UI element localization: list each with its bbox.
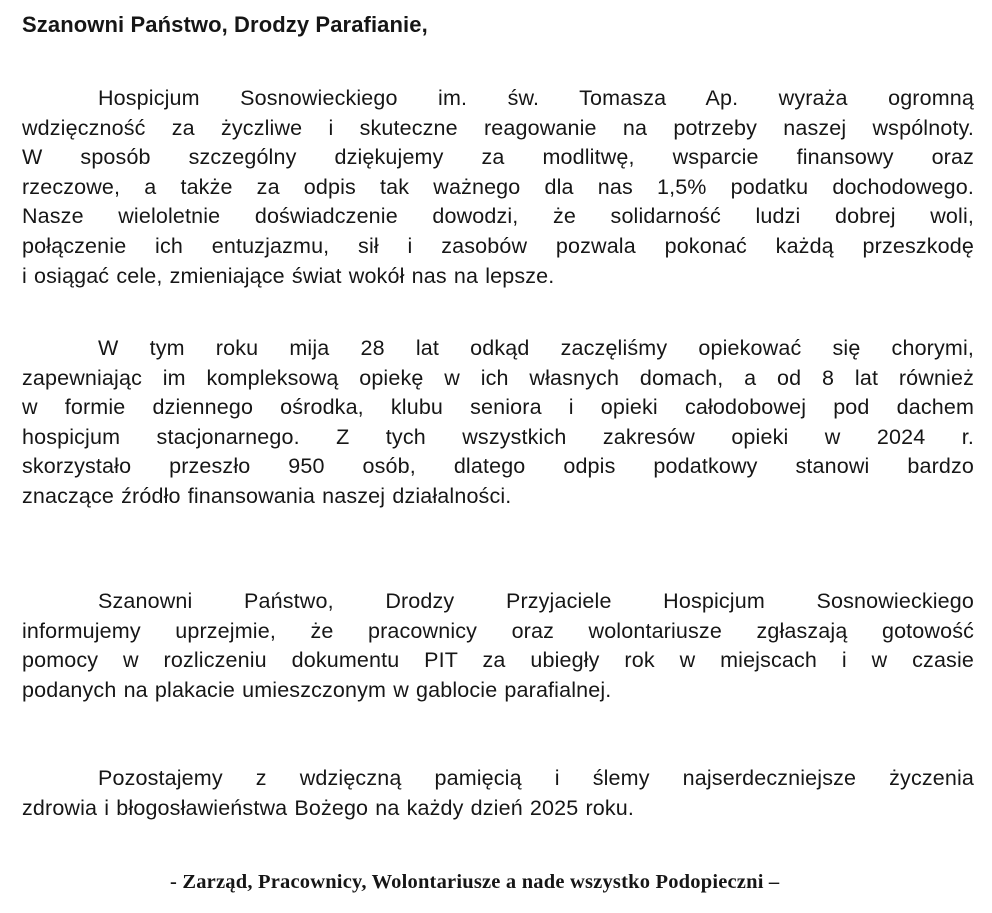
paragraph-line: rzeczowe, a także za odpis tak ważnego dla nas 1,5% podatku dochodowego. [22,174,974,199]
paragraph-line: podanych na plakacie umieszczonym w gablocie parafialnej. [22,677,612,702]
paragraph-line: Szanowni Państwo, Drodzy Przyjaciele Hospicjum Sosnowieckiego [98,589,974,613]
paragraph-line: W tym roku mija 28 lat odkąd zaczęliśmy opiekować się chorymi, [98,336,974,360]
paragraph-line: hospicjum stacjonarnego. Z tych wszystkich zakresów opieki w 2024 r. [22,424,974,449]
letter-signature: - Zarząd, Pracownicy, Wolontariusze a nade wszystko Podopieczni – [170,871,780,893]
paragraph-pit-help [22,587,974,705]
paragraph-line: zapewniając im kompleksową opiekę w ich własnych domach, a od 8 lat również [22,365,974,390]
paragraph-line: połączenie ich entuzjazmu, sił i zasobów pozwala pokonać każdą przeszkodę [22,233,974,258]
paragraph-line: zdrowia i błogosławieństwa Bożego na każdy dzień 2025 roku. [22,795,635,820]
paragraph-wishes [22,764,974,823]
paragraph-line: i osiągać cele, zmieniające świat wokół nas na lepsze. [22,263,555,288]
paragraph-line: w formie dziennego ośrodka, klubu seniora i opieki całodobowej pod dachem [22,395,974,420]
letter [22,0,974,913]
paragraph-line: wdzięczność za życzliwe i skuteczne reagowanie na potrzeby naszej wspólnoty. [22,115,974,140]
paragraph-line: skorzystało przeszło 950 osób, dlatego odpis podatkowy stanowi bardzo [22,454,974,479]
paragraph-line: Hospicjum Sosnowieckiego im. św. Tomasza Ap. wyraża ogromną [98,86,974,110]
paragraph-line: informujemy uprzejmie, że pracownicy oraz wolontariusze zgłaszają gotowość [22,618,974,643]
paragraph-line: W sposób szczególny dziękujemy za modlitwę, wsparcie finansowy oraz [22,145,974,170]
paragraph-line: Pozostajemy z wdzięczną pamięcią i ślemy najserdeczniejsze życzenia [98,766,974,790]
paragraph-history [22,334,974,512]
paragraph-line: znaczące źródło finansowania naszej działalności. [22,483,512,508]
paragraph-line: Nasze wieloletnie doświadczenie dowodzi, że solidarność ludzi dobrej woli, [22,204,974,229]
letter-greeting: Szanowni Państwo, Drodzy Parafianie, [22,12,428,37]
paragraph-gratitude [22,84,974,291]
paragraph-line: pomocy w rozliczeniu dokumentu PIT za ubiegły rok w miejscach i w czasie [22,648,974,673]
